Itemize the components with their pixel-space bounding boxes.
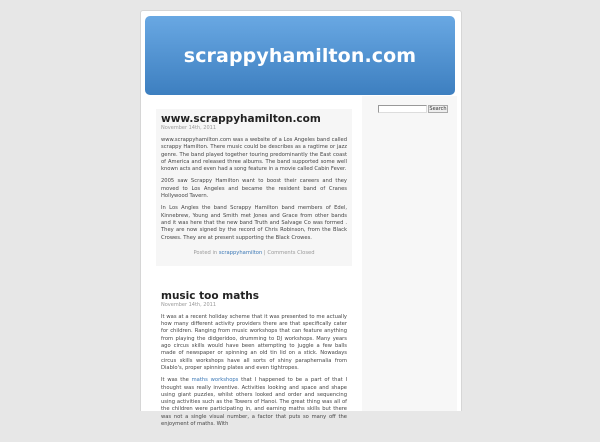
category-link[interactable]: scrappyhamilton — [218, 249, 263, 256]
page-container — [140, 10, 462, 428]
post-paragraph — [161, 377, 347, 428]
post-date: November 14th, 2011 — [161, 125, 216, 131]
post-date: November 14th, 2011 — [161, 301, 216, 308]
site-header — [145, 16, 455, 95]
post-paragraph: In Los Angles the band Scrappy Hamilton band members of Edel, Kinnebrew, Young and Smith met Jones and Grace from other bands and it was here that the new band Truth and Salvage Co was formed . They are now signed by the record of Chris Robinson, from the Black Crowes. They are at present supporting the Black Crowes. — [161, 205, 347, 241]
post-body — [161, 137, 347, 242]
text: It was the — [161, 377, 192, 384]
text: that I happened to be a part of that I thought was really inventive. Activities looking and space and shape using giant puzzles, whilst others looked and order and sequencing using activities such as the Towers of Hanoi. The great thing was all of the children were participating in, and earning maths skills but there was not a single visual number, a factor that puts so many off the enjoyment of maths. With — [161, 377, 347, 428]
search-input[interactable] — [378, 105, 427, 113]
post-body — [161, 314, 347, 428]
post — [156, 109, 352, 266]
content-column — [151, 109, 356, 442]
post-title-link[interactable]: music too maths — [161, 289, 260, 302]
post-paragraph: www.scrappyhamilton.com was a website of a Los Angeles band called scrappy Hamilton. There music could be describes as a ragtime or jazz genre. The band played together touring predominantly the East coast of America and released three albums. The band supported some well known acts and even had a song feature in a movie called Cabin Fever. — [161, 137, 347, 173]
post-paragraph: 2005 saw Scrappy Hamilton want to boost their careers and they moved to Los Angeles and became the resident band of Cranes Hollywood Tavern. — [161, 178, 347, 200]
meta-separator: | — [263, 249, 266, 256]
search-form — [378, 105, 448, 113]
post-title-link[interactable]: www.scrappyhamilton.com — [161, 113, 321, 125]
search-button[interactable]: Search — [429, 106, 447, 112]
maths-workshops-link[interactable]: maths workshops — [191, 377, 239, 384]
post-paragraph: It was at a recent holiday scheme that it was presented to me actually how many different activity providers there are that specifically cater for children. Ranging from music workshops that can feature anything from playing the didgeridoo, drumming to DJ workshops. Many years ago circus skills would have been attempting to juggle a few balls made of newspaper or spinning an old tin lid on a stick. Nowadays circus skills workshops have all sorts of shiny paraphernalia from Diablo's, proper spinning plates and even tightropes. — [161, 313, 347, 371]
post — [156, 290, 352, 428]
comments-status: Comments Closed — [267, 249, 315, 256]
posted-in-label: Posted in — [193, 249, 218, 256]
sidebar — [362, 96, 457, 411]
post-meta — [161, 250, 347, 256]
site-title-link[interactable]: scrappyhamilton.com — [183, 44, 417, 67]
